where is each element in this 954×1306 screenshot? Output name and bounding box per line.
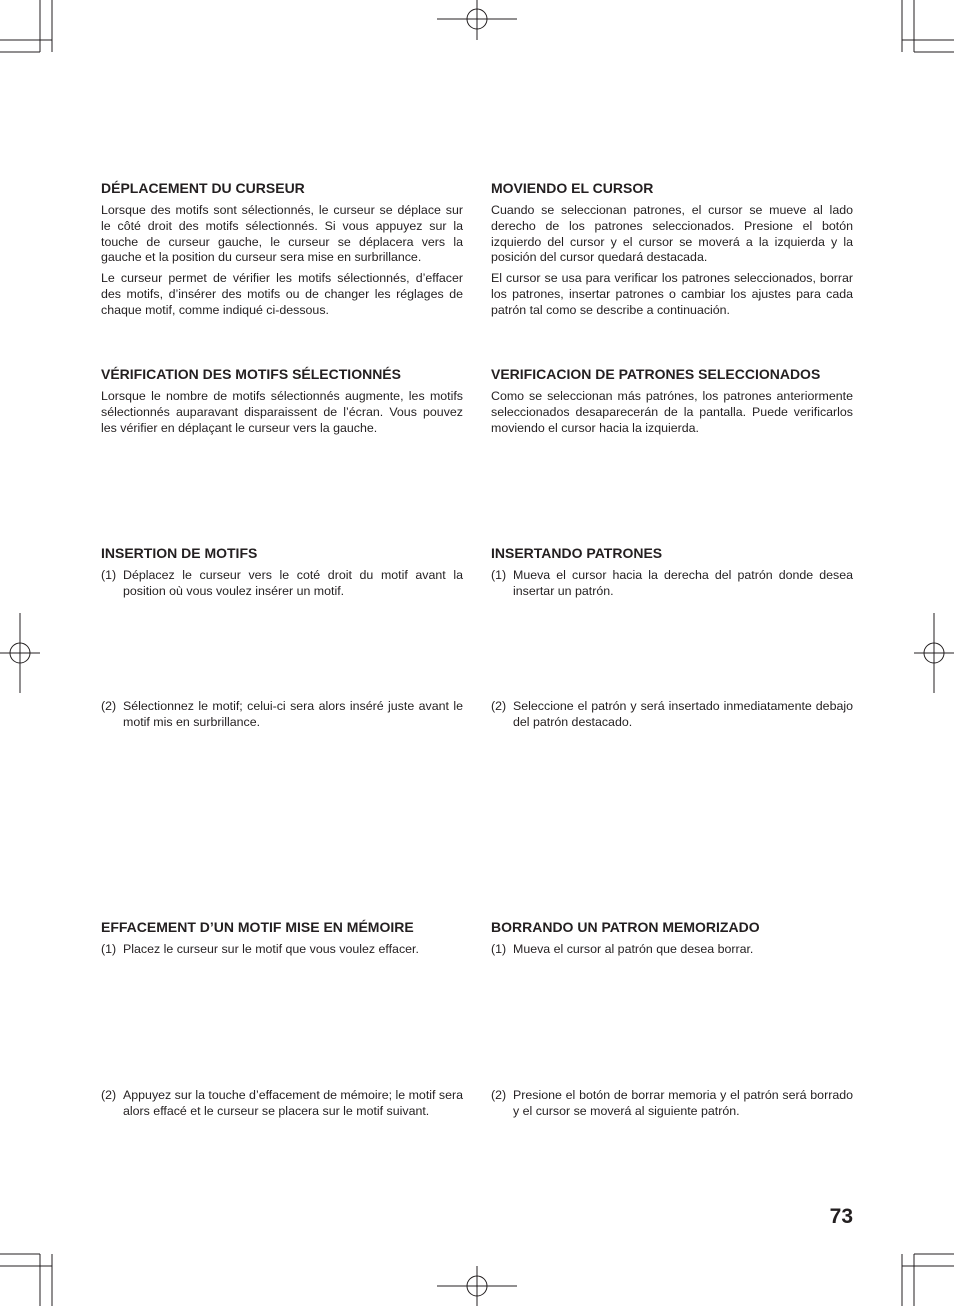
es-verify-title: VERIFICACION DE PATRONES SELECCIONADOS <box>491 366 821 382</box>
registration-mark-left <box>0 613 40 693</box>
fr-cursor-paragraph-1: Lorsque des motifs sont sélectionnés, le curseur se déplace sur le côté droit des motifs sélectionnés. Si vous appuyez sur la touche de curseur gauche, le curseur se déplacera vers la gauche et la position du curseur sera mise en surbrillance. <box>101 203 463 265</box>
fr-insert-step-2-block <box>101 699 463 731</box>
es-erase-step-2-block <box>491 1088 853 1120</box>
es-verify-section <box>491 366 853 441</box>
fr-insert-section <box>101 545 463 600</box>
fr-erase-step-1 <box>101 942 463 958</box>
registration-mark-top <box>437 0 517 40</box>
es-insert-step-2-block <box>491 699 853 731</box>
es-insert-step-1 <box>491 568 853 600</box>
fr-cursor-paragraph-2: Le curseur permet de vérifier les motifs sélectionnés, d’effacer des motifs, d’insérer des motifs ou de changer les réglages de chaque motif, comme indiqué ci-dessous. <box>101 271 463 317</box>
page-number: 73 <box>829 1205 853 1228</box>
registration-mark-bottom <box>437 1266 517 1306</box>
step-text: Presione el botón de borrar memoria y el patrón será borrado y el cursor se moverá al siguiente patrón. <box>513 1088 853 1118</box>
fr-verify-paragraph: Lorsque le nombre de motifs sélectionnés augmente, les motifs sélectionnés auparavant disparaissent de l’écran. Vous pouvez les vérifier en déplaçant le curseur vers la gauche. <box>101 389 463 435</box>
es-cursor-paragraph-2: El cursor se usa para verificar los patrones seleccionados, borrar los patrones, insertar patrones o cambiar los ajustes para cada patrón tal como se describe a continuación. <box>491 271 853 317</box>
step-text: Seleccione el patrón y será insertado inmediatamente debajo del patrón destacado. <box>513 699 853 729</box>
es-erase-title: BORRANDO UN PATRON MEMORIZADO <box>491 919 760 935</box>
registration-mark-right <box>914 613 954 693</box>
es-erase-step-2 <box>491 1088 853 1120</box>
step-number: (2) <box>491 699 507 713</box>
fr-erase-title: EFFACEMENT D’UN MOTIF MISE EN MÉMOIRE <box>101 919 414 935</box>
es-erase-section <box>491 919 853 958</box>
fr-erase-section <box>101 919 463 958</box>
step-text: Mueva el cursor hacia la derecha del patrón donde desea insertar un patrón. <box>513 568 853 598</box>
step-number: (2) <box>491 1088 507 1102</box>
es-insert-section <box>491 545 853 600</box>
step-number: (1) <box>491 568 507 582</box>
step-text: Mueva el cursor al patrón que desea borrar. <box>513 942 754 956</box>
step-text: Placez le curseur sur le motif que vous voulez effacer. <box>123 942 419 956</box>
fr-insert-title: INSERTION DE MOTIFS <box>101 545 258 561</box>
fr-erase-step-2-block <box>101 1088 463 1120</box>
es-insert-step-2 <box>491 699 853 731</box>
fr-cursor-title: DÉPLACEMENT DU CURSEUR <box>101 180 305 196</box>
es-insert-title: INSERTANDO PATRONES <box>491 545 663 561</box>
step-number: (1) <box>101 942 117 956</box>
es-verify-paragraph: Como se seleccionan más patrónes, los patrones anteriormente seleccionados desaparecerán de la pantalla. Puede verificarlos moviendo el cursor hacia la izquierda. <box>491 389 853 435</box>
fr-verify-title: VÉRIFICATION DES MOTIFS SÉLECTIONNÉS <box>101 366 401 382</box>
es-cursor-title: MOVIENDO EL CURSOR <box>491 180 654 196</box>
fr-erase-step-2 <box>101 1088 463 1120</box>
fr-cursor-section <box>101 180 463 324</box>
step-number: (1) <box>101 568 117 582</box>
es-cursor-section <box>491 180 853 324</box>
fr-verify-section <box>101 366 463 441</box>
step-text: Déplacez le curseur vers le coté droit du motif avant la position où vous voulez insérer un motif. <box>123 568 463 598</box>
fr-insert-step-2 <box>101 699 463 731</box>
es-erase-step-1 <box>491 942 853 958</box>
es-cursor-paragraph-1: Cuando se seleccionan patrones, el cursor se mueve al lado derecho de los patrones seleccionados. Presione el botón izquierdo del cursor y el cursor se moverá a la izquierda y la posición del cursor quedará destacada. <box>491 203 853 265</box>
step-text: Appuyez sur la touche d’effacement de mémoire; le motif sera alors effacé et le curseur se placera sur le motif suivant. <box>123 1088 463 1118</box>
step-number: (2) <box>101 1088 117 1102</box>
step-text: Sélectionnez le motif; celui-ci sera alors inséré juste avant le motif mis en surbrillance. <box>123 699 463 729</box>
step-number: (1) <box>491 942 507 956</box>
step-number: (2) <box>101 699 117 713</box>
fr-insert-step-1 <box>101 568 463 600</box>
